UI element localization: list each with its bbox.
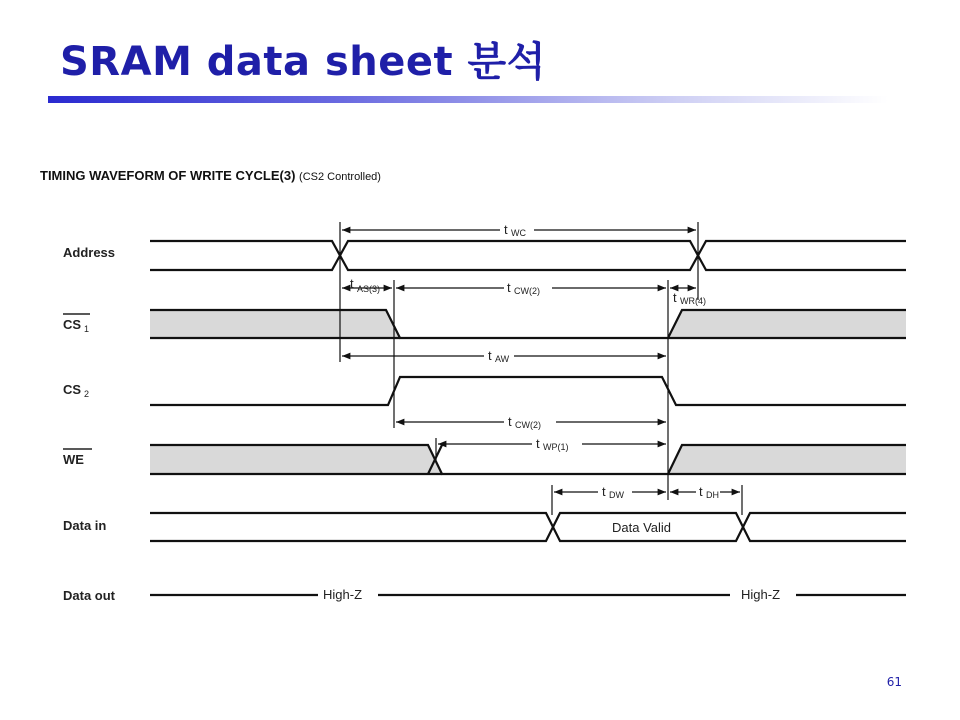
param-tcw2 [508,414,541,430]
param-twr-sub: WR(4) [680,296,706,306]
diagram-subtitle: (CS2 Controlled) [299,171,381,183]
param-taw-t: t [488,348,492,363]
param-taw [488,348,510,364]
label-address: Address [63,245,116,260]
param-taw-sub: AW [495,354,510,364]
param-twr-t: t [673,290,677,305]
param-tcw2-sub: CW(2) [515,420,541,430]
label-cs2-text: CS [63,382,82,397]
diagram-title-text: TIMING WAVEFORM OF WRITE CYCLE(3) [40,168,296,183]
param-tcw [507,280,540,296]
label-data-out: Data out [63,588,115,603]
param-twr [673,290,706,306]
param-twp-sub: WP(1) [543,442,569,452]
param-tdw [602,484,624,500]
high-z-right-label: High-Z [741,587,781,602]
param-tcw-t: t [507,280,511,295]
high-z-left-label: High-Z [323,587,363,602]
label-we [63,449,92,467]
page-number: 61 [886,675,902,689]
param-tdw-t: t [602,484,606,499]
param-tdh-sub: DH [706,490,719,500]
waveform-cs1 [150,310,906,338]
waveform-data-in [150,513,906,541]
waveform-we [150,445,906,474]
label-cs2 [63,382,89,399]
param-twp [536,436,569,452]
slide-title: SRAM data sheet 분석 [60,39,546,85]
label-we-text: WE [63,452,84,467]
param-twp-t: t [536,436,540,451]
label-data-in: Data in [63,518,107,533]
param-tas-sub: AS(3) [357,284,381,294]
waveform-address [150,241,906,270]
param-tcw-sub: CW(2) [514,286,540,296]
param-tdh-t: t [699,484,703,499]
param-tas-t: t [350,276,354,291]
label-cs1-text: CS [63,317,82,332]
label-cs2-sub: 2 [84,389,90,399]
param-tcw2-t: t [508,414,512,429]
waveform-cs2 [150,377,906,405]
data-valid-label: Data Valid [612,520,672,535]
param-tdw-sub: DW [609,490,624,500]
param-twc-t: t [504,222,508,237]
param-twc-sub: WC [511,228,526,238]
param-tas [350,276,380,294]
label-cs1-sub: 1 [84,324,90,334]
param-tdh [699,484,719,500]
label-cs1 [63,314,90,334]
param-twc [504,222,526,238]
